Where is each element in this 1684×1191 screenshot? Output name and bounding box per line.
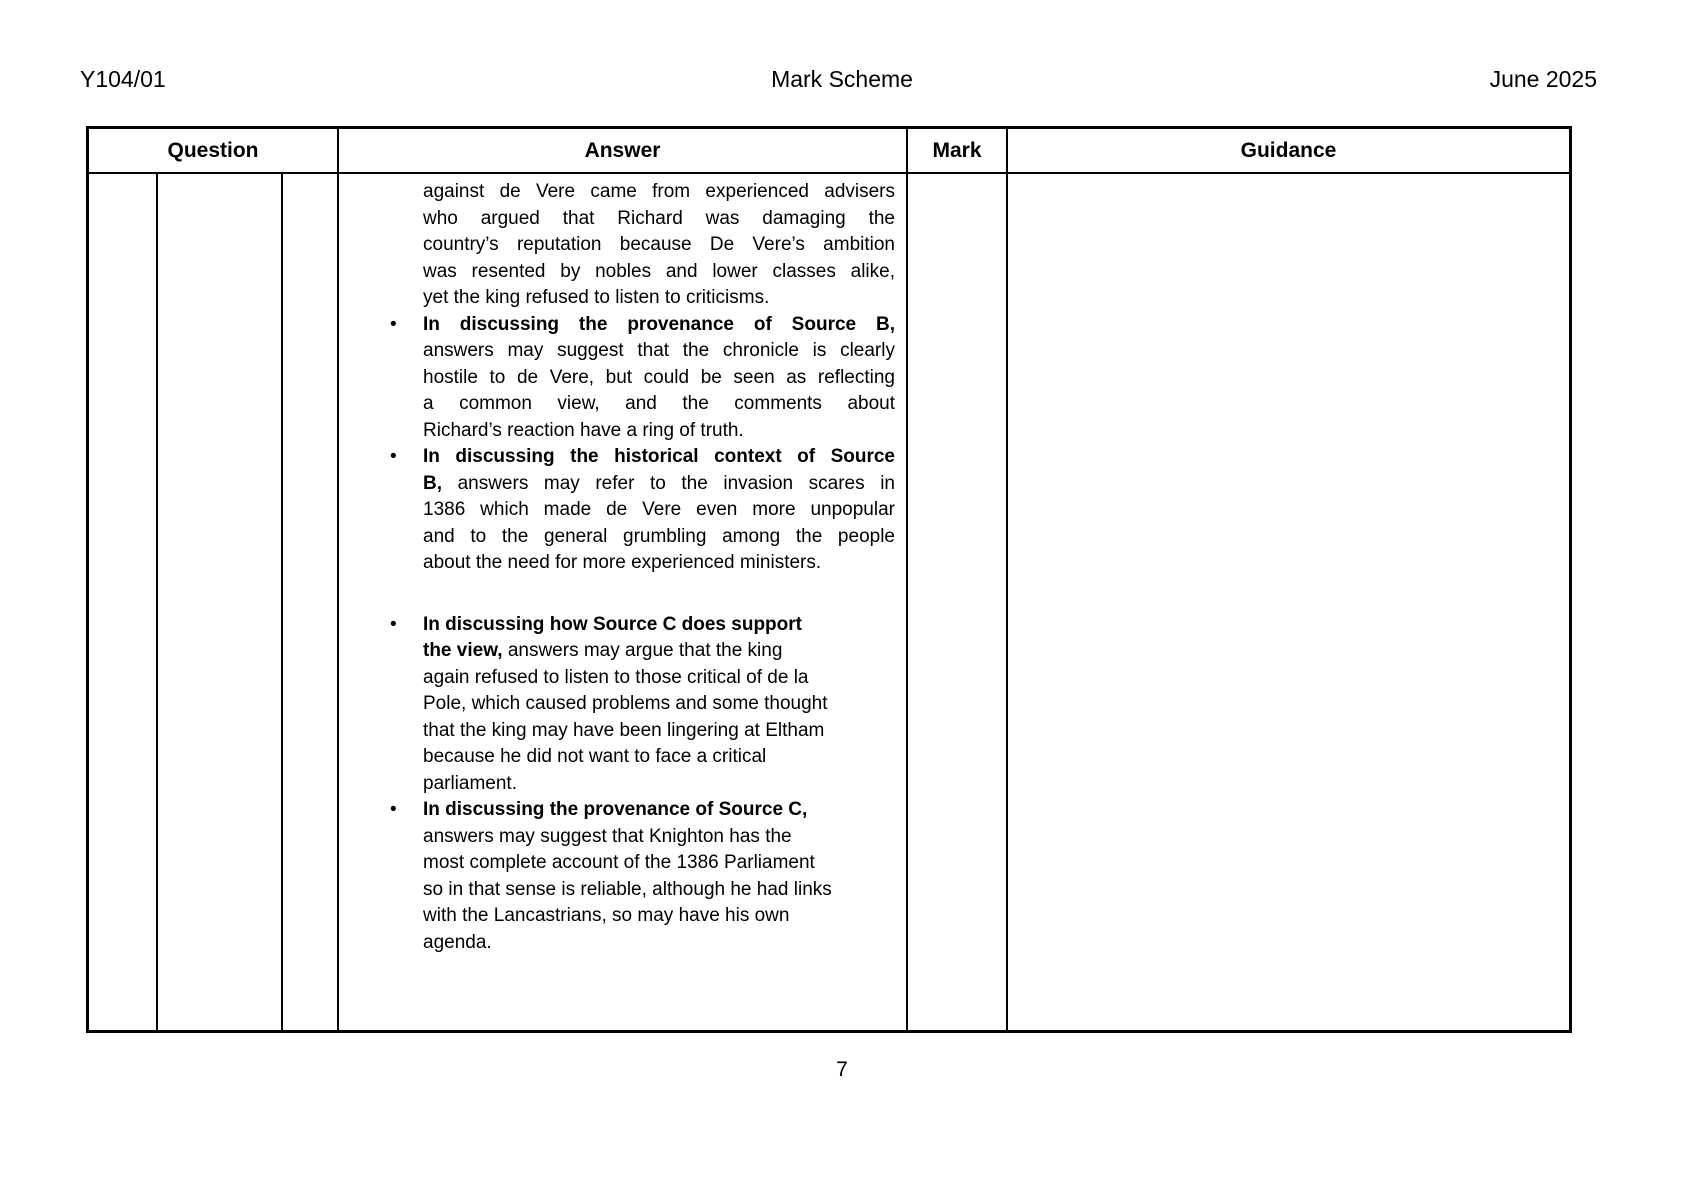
text-line: In discussing the provenance of Source B, xyxy=(423,313,895,335)
bullet-paragraph xyxy=(390,312,895,445)
document-header xyxy=(0,66,1684,96)
text-line: about the need for more experienced ministers. xyxy=(423,552,822,573)
page-number: 7 xyxy=(836,1058,848,1081)
mark-scheme-table xyxy=(86,126,1572,1033)
text-line: answers may suggest that the chronicle is clearly xyxy=(423,340,895,361)
text-line: In discussing the historical context of Source xyxy=(423,446,895,467)
paragraph-spacer xyxy=(423,577,895,612)
text-line: yet the king refused to listen to criticisms. xyxy=(423,287,770,308)
bullet-paragraph xyxy=(390,797,895,956)
bullet-marker-icon: • xyxy=(390,799,397,820)
text-line: a common view, and the comments about xyxy=(423,393,895,414)
text-line: was resented by nobles and lower classes alike, xyxy=(423,260,895,282)
table-header-question: Question xyxy=(89,129,339,172)
bullet-paragraph xyxy=(390,444,895,577)
header-paper-code: Y104/01 xyxy=(80,66,166,92)
text-line: country’s reputation because De Vere’s ambition xyxy=(423,234,895,255)
table-header-row xyxy=(89,129,1569,174)
text-line: because he did not want to face a critical xyxy=(423,746,767,767)
text-line: hostile to de Vere, but could be seen as reflecting xyxy=(423,366,895,388)
table-header-guidance: Guidance xyxy=(1240,138,1337,162)
text-line: against de Vere came from experienced advisers xyxy=(423,181,895,202)
text-line: parliament. xyxy=(423,772,517,794)
table-header-mark: Mark xyxy=(908,129,1008,172)
bullet-marker-icon: • xyxy=(390,613,397,635)
answer-content xyxy=(390,179,895,956)
text-line: again refused to listen to those critical of de la xyxy=(423,666,809,688)
text-line: Pole, which caused problems and some thought xyxy=(423,693,828,714)
paragraph xyxy=(423,179,895,312)
bullet-paragraph xyxy=(390,612,895,798)
text-line: In discussing how Source C does support xyxy=(423,613,802,635)
text-line: who argued that Richard was damaging the xyxy=(423,207,895,229)
text-line: Richard’s reaction have a ring of truth. xyxy=(423,419,744,441)
text-line: and to the general grumbling among the people xyxy=(423,525,895,547)
text-line: the view, answers may argue that the king xyxy=(423,640,783,661)
table-header-answer: Answer xyxy=(339,129,908,172)
text-line: agenda. xyxy=(423,931,492,953)
answer-cell xyxy=(339,174,908,1030)
text-line: that the king may have been lingering at Eltham xyxy=(423,719,825,741)
bullet-marker-icon: • xyxy=(390,313,397,335)
question-subsubpart-cell xyxy=(283,174,339,1030)
guidance-cell xyxy=(1008,174,1569,1030)
text-line: 1386 which made de Vere even more unpopular xyxy=(423,499,895,520)
mark-cell xyxy=(908,174,1008,1030)
text-line: with the Lancastrians, so may have his own xyxy=(423,905,790,926)
header-title: Mark Scheme xyxy=(771,66,913,92)
text-line: most complete account of the 1386 Parliament xyxy=(423,852,815,873)
text-line: so in that sense is reliable, although he had links xyxy=(423,878,832,900)
table-body-row xyxy=(89,174,1569,1030)
question-subpart-cell xyxy=(158,174,283,1030)
bullet-marker-icon: • xyxy=(390,446,397,467)
text-line: B, answers may refer to the invasion scares in xyxy=(423,472,895,494)
header-session-date: June 2025 xyxy=(1489,66,1597,92)
text-line: In discussing the provenance of Source C, xyxy=(423,799,808,820)
question-number-cell xyxy=(89,174,158,1030)
text-line: answers may suggest that Knighton has the xyxy=(423,825,792,847)
